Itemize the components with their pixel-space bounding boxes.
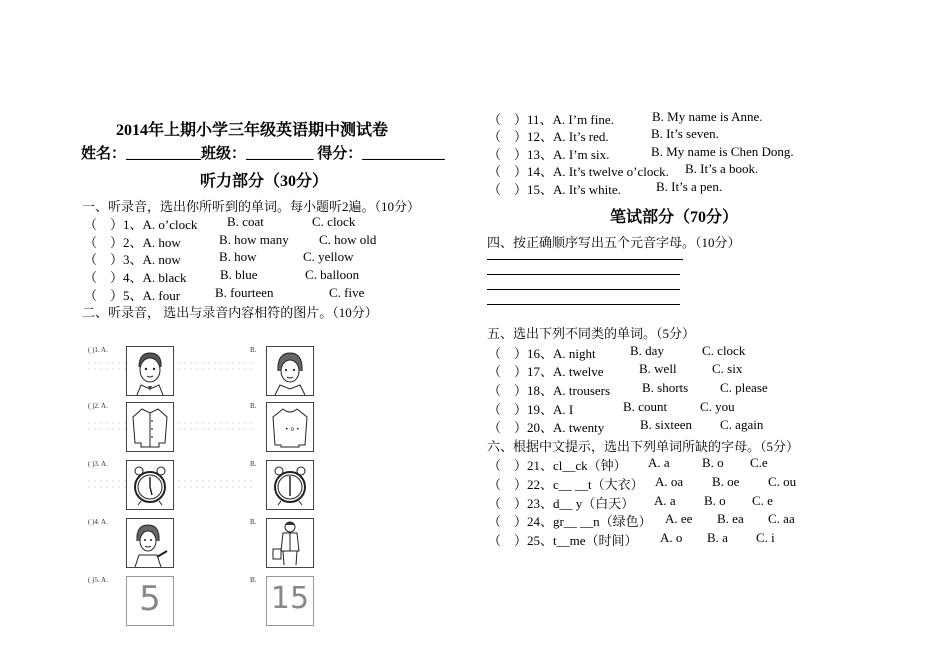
picture-label: ( )1. A. [88, 346, 108, 354]
q4-instruction: 四、按正确顺序写出五个元音字母。（10分） [487, 235, 741, 250]
question-stem: （ ）4、A. black [84, 270, 187, 285]
answer-line[interactable] [487, 274, 680, 275]
picture-option-b[interactable] [266, 402, 314, 452]
option-b: B. sixteen [640, 417, 692, 432]
option-b: B. day [630, 343, 664, 358]
question-stem: （ ）15、A. It’s white. [488, 182, 621, 197]
option-c: C. again [720, 417, 764, 432]
picture-label: ( )2. A. [88, 402, 108, 410]
question-stem: （ ）2、A. how [84, 235, 181, 250]
option-b: B. It’s a pen. [656, 179, 723, 194]
question-stem: （ ）18、A. trousers [488, 383, 611, 398]
picture-option-a[interactable] [126, 402, 174, 452]
svg-text:• o •: • o • [285, 426, 300, 433]
option-b: B. well [639, 361, 677, 376]
option-c: C. six [712, 361, 743, 376]
option-a: A. a [654, 493, 676, 508]
option-c: C. five [329, 285, 365, 300]
option-c: C. balloon [305, 267, 360, 282]
student-info-line: 姓名：__________班级：_________ 得分：___________ [81, 146, 445, 162]
question-stem: （ ）17、A. twelve [488, 364, 604, 379]
option-c: C. i [756, 530, 775, 545]
option-b: B. how [219, 249, 257, 264]
picture-option-a[interactable] [126, 460, 174, 510]
page-title: 2014年上期小学三年级英语期中测试卷 [116, 122, 389, 139]
question-stem: （ ）22、c__ __t（大衣） [488, 477, 644, 492]
girl-face-icon [267, 347, 313, 395]
picture-option-b[interactable] [266, 518, 314, 568]
option-c: C. how old [319, 232, 377, 247]
q6-instruction: 六、根据中文提示，选出下列单词所缺的字母。（5分） [487, 439, 800, 454]
option-c: C. aa [768, 511, 795, 526]
question-stem: （ ）19、A. I [488, 402, 574, 417]
picture-label: B. [250, 402, 257, 410]
boy-face-icon [127, 347, 173, 395]
option-c: C. yellow [303, 249, 354, 264]
question-stem: （ ）23、d__ y（白天） [488, 496, 635, 511]
shirt-icon [127, 403, 173, 451]
option-b: B. coat [227, 214, 264, 229]
question-stem: （ ）1、A. o’clock [84, 217, 198, 232]
girl-pointing-icon [127, 519, 173, 567]
picture-option-a[interactable] [126, 346, 174, 396]
picture-label: ( )3. A. [88, 460, 108, 468]
option-a: A. oa [655, 474, 684, 489]
option-b: B. ea [717, 511, 744, 526]
question-stem: （ ）11、A. I’m fine. [488, 112, 614, 127]
option-b: B. count [623, 399, 668, 414]
question-stem: （ ）24、gr__ __n（绿色） [488, 514, 652, 529]
option-b: B. It’s a book. [685, 161, 759, 176]
answer-line[interactable] [487, 304, 680, 305]
q1-instruction: 一、听录音，选出你所听到的单词。每小题听2遍。（10分） [82, 199, 421, 214]
picture-option-b[interactable] [266, 576, 314, 626]
option-b: B. o [704, 493, 726, 508]
option-b: B. fourteen [215, 285, 274, 300]
picture-option-b[interactable] [266, 460, 314, 510]
option-c: C. clock [312, 214, 356, 229]
question-stem: （ ）13、A. I’m six. [488, 147, 610, 162]
answer-line[interactable] [487, 289, 680, 290]
option-c: C. e [752, 493, 773, 508]
picture-label: B. [250, 576, 257, 584]
option-b: B. how many [219, 232, 289, 247]
man-standing-icon [267, 519, 313, 567]
option-b: B. blue [220, 267, 258, 282]
sweater-icon [267, 403, 313, 451]
picture-label: B. [250, 346, 257, 354]
picture-option-a[interactable] [126, 518, 174, 568]
option-a: A. a [648, 455, 670, 470]
alarm-clock-icon [127, 461, 173, 509]
question-stem: （ ）21、cl__ck（钟） [488, 458, 627, 473]
question-stem: （ ）16、A. night [488, 346, 596, 361]
option-c: C. please [720, 380, 768, 395]
number-picture: 5 [139, 579, 161, 619]
option-b: B. oe [712, 474, 740, 489]
option-a: A. ee [665, 511, 693, 526]
question-stem: （ ）5、A. four [84, 288, 181, 303]
option-c: C. you [700, 399, 735, 414]
question-stem: （ ）3、A. now [84, 252, 181, 267]
answer-line[interactable] [487, 259, 683, 260]
number-picture: 15 [270, 581, 310, 616]
picture-label: ( )4. A. [88, 518, 108, 526]
written-heading: 笔试部分（70分） [610, 209, 739, 226]
option-b: B. My name is Anne. [652, 109, 763, 124]
option-a: A. o [660, 530, 683, 545]
alarm-clock-icon [267, 461, 313, 509]
question-stem: （ ）20、A. twenty [488, 420, 605, 435]
option-b: B. My name is Chen Dong. [651, 144, 794, 159]
q2-instruction: 二、听录音， 选出与录音内容相符的图片。（10分） [82, 305, 378, 320]
picture-label: ( )5. A. [88, 576, 108, 584]
option-c: C. clock [702, 343, 746, 358]
question-stem: （ ）25、t__me（时间） [488, 533, 638, 548]
q5-instruction: 五、选出下列不同类的单词。（5分） [487, 326, 696, 341]
picture-option-a[interactable] [126, 576, 174, 626]
picture-label: B. [250, 460, 257, 468]
option-b: B. a [707, 530, 728, 545]
option-b: B. It’s seven. [651, 126, 719, 141]
listening-heading: 听力部分（30分） [200, 173, 329, 190]
option-b: B. shorts [642, 380, 689, 395]
option-b: B. o [702, 455, 724, 470]
picture-option-b[interactable] [266, 346, 314, 396]
question-stem: （ ）14、A. It’s twelve o’clock. [488, 164, 669, 179]
picture-label: B. [250, 518, 257, 526]
option-c: C. ou [768, 474, 797, 489]
option-c: C.e [750, 455, 768, 470]
question-stem: （ ）12、A. It’s red. [488, 129, 609, 144]
